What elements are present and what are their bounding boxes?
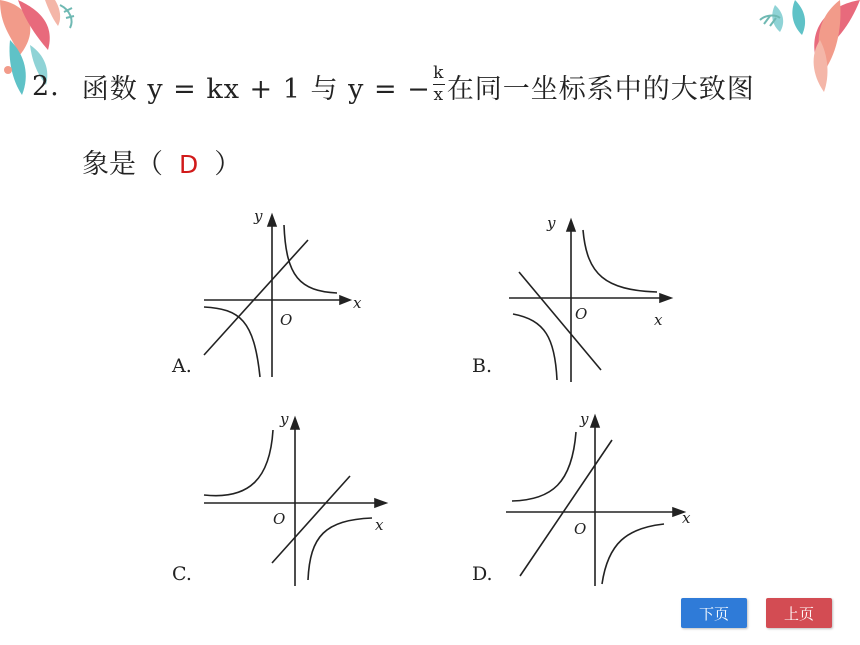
hyperbola-branch-lower xyxy=(513,314,557,380)
hyperbola-branch-lower xyxy=(204,307,260,377)
question-number: 2. xyxy=(32,71,60,102)
hyperbola-branch-upper xyxy=(583,230,657,292)
origin-label: O xyxy=(575,305,588,323)
option-a-graph xyxy=(200,205,370,385)
question-text-after: 在同一坐标系中的大致图 xyxy=(446,74,755,105)
hyperbola-branch-lower xyxy=(308,518,372,580)
fraction-denominator: x xyxy=(433,85,445,105)
x-axis-label: x xyxy=(654,311,663,329)
hyperbola-branch-upper xyxy=(204,430,273,496)
y-axis-arrow xyxy=(567,220,575,231)
y-axis-label: y xyxy=(547,214,556,232)
x-axis-arrow xyxy=(660,294,671,302)
fraction-k-over-x xyxy=(433,64,445,105)
y-axis-label: y xyxy=(254,207,263,225)
y-axis-label: y xyxy=(280,410,289,428)
origin-label: O xyxy=(280,311,293,329)
origin-label: O xyxy=(273,510,286,528)
origin-label: O xyxy=(574,520,587,538)
option-a-label: A. xyxy=(172,355,192,377)
y-axis-arrow xyxy=(268,215,276,226)
previous-page-button[interactable]: 上页 xyxy=(766,598,832,628)
option-b-graph xyxy=(505,210,675,390)
hyperbola-branch-upper xyxy=(284,225,337,293)
question-text-before: 函数 y = kx + 1 与 y = − xyxy=(81,74,431,105)
line-graph xyxy=(519,272,601,370)
x-axis-label: x xyxy=(682,509,691,527)
y-axis-arrow xyxy=(291,418,299,429)
question-line-2 xyxy=(82,142,241,181)
hyperbola-branch-lower xyxy=(602,524,664,584)
line-graph xyxy=(520,440,612,576)
option-d-graph xyxy=(502,408,697,588)
question-line2-suffix: ） xyxy=(214,149,242,180)
y-axis-label: y xyxy=(580,410,589,428)
x-axis-arrow xyxy=(375,499,386,507)
answer-text: D xyxy=(179,150,199,179)
fraction-numerator: k xyxy=(433,63,445,83)
x-axis-label: x xyxy=(375,516,384,534)
next-page-button[interactable]: 下页 xyxy=(681,598,747,628)
option-c-graph xyxy=(200,408,390,588)
option-c-label: C. xyxy=(172,563,192,585)
question-line2-prefix: 象是（ xyxy=(82,149,163,180)
option-d-label: D. xyxy=(472,563,493,585)
hyperbola-branch-upper xyxy=(512,432,576,501)
y-axis-arrow xyxy=(591,416,599,427)
line-graph xyxy=(204,240,308,355)
x-axis-label: x xyxy=(353,294,362,312)
x-axis-arrow xyxy=(340,296,350,304)
question-line-1 xyxy=(32,63,755,107)
option-b-label: B. xyxy=(472,355,493,377)
